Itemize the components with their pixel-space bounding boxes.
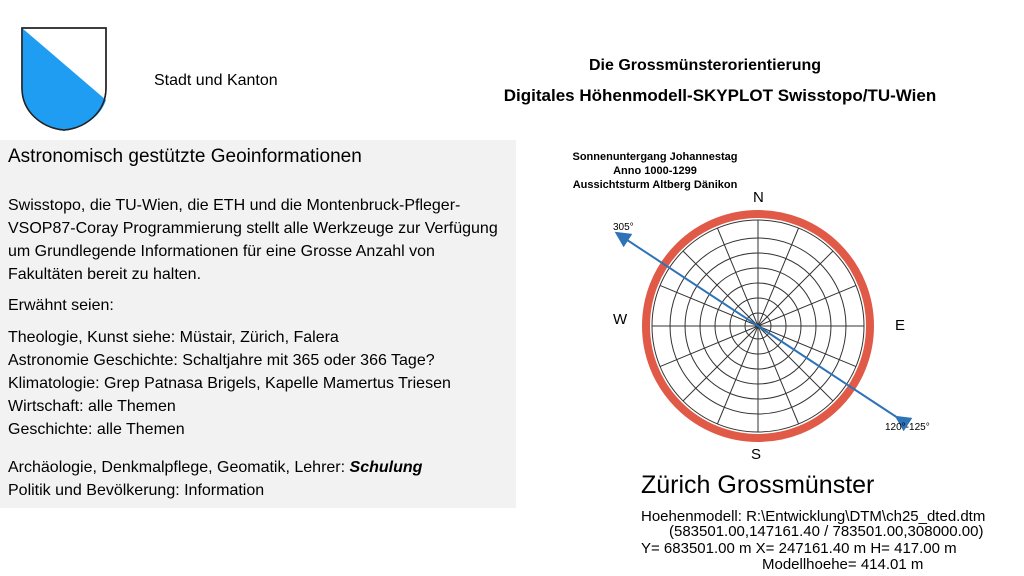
compass-west: W	[613, 311, 628, 328]
emphasis-text: Schulung	[349, 459, 423, 476]
list-item-text: Archäologie, Denkmalpflege, Geomatik, Lehrer:	[8, 459, 350, 476]
page-title: Die Grossmünsterorientierung	[588, 57, 822, 74]
azimuth-end-label: 120°-125°	[885, 422, 930, 433]
compass-north: N	[753, 189, 764, 206]
compass-east: E	[895, 317, 906, 334]
zurich-coat-of-arms	[20, 26, 108, 132]
list-item: Klimatologie: Grep Patnasa Brigels, Kapelle Mamertus Triesen	[8, 375, 451, 392]
list-item: Politik und Bevölkerung: Information	[8, 482, 265, 499]
page-subtitle: Digitales Höhenmodell-SKYPLOT Swisstopo/TU-Wien	[503, 86, 937, 105]
caption-line: Aussichtsturm Altberg Dänikon	[572, 179, 738, 191]
panel-title: Astronomisch gestützte Geoinformationen	[8, 146, 362, 167]
dtm-model-path: Hoehenmodell: R:\Entwicklung\DTM\ch25_dted.dtm	[641, 508, 986, 525]
list-item	[8, 456, 508, 479]
dtm-extent: (583501.00,147161.40 / 783501.00,308000.00)	[669, 523, 984, 540]
panel-mention: Erwähnt seien:	[8, 297, 114, 314]
list-item: Wirtschaft: alle Themen	[8, 398, 176, 415]
compass-south: S	[751, 446, 762, 463]
skyplot-diagram	[600, 180, 950, 470]
topic-list	[8, 326, 508, 441]
panel-intro: Swisstopo, die TU-Wien, die ETH und die Montenbruck-Pfleger-VSOP87-Coray Programmierung stellt alle Werkzeuge zur Verfügung um Grundlegende Informationen für eine Grosse Anzahl von Fakultäten bereit zu halten.	[8, 197, 498, 283]
list-item: Theologie, Kunst siehe: Müstair, Zürich, Falera	[8, 329, 339, 346]
dtm-title: Zürich Grossmünster	[641, 471, 875, 499]
list-item: Astronomie Geschichte: Schaltjahre mit 365 oder 366 Tage?	[8, 352, 435, 369]
dtm-coordinates: Y= 683501.00 m X= 247161.40 m H= 417.00 m	[641, 540, 957, 557]
list-item: Geschichte: alle Themen	[8, 421, 185, 438]
azimuth-start-label: 305°	[613, 222, 634, 233]
header-subtitle: Stadt und Kanton	[154, 72, 278, 89]
caption-line: Anno 1000-1299	[613, 165, 697, 177]
panel-footer-lines	[8, 456, 508, 502]
dtm-model-height: Modellhoehe= 414.01 m	[762, 556, 924, 573]
caption-line: Sonnenuntergang Johannestag	[572, 151, 738, 163]
